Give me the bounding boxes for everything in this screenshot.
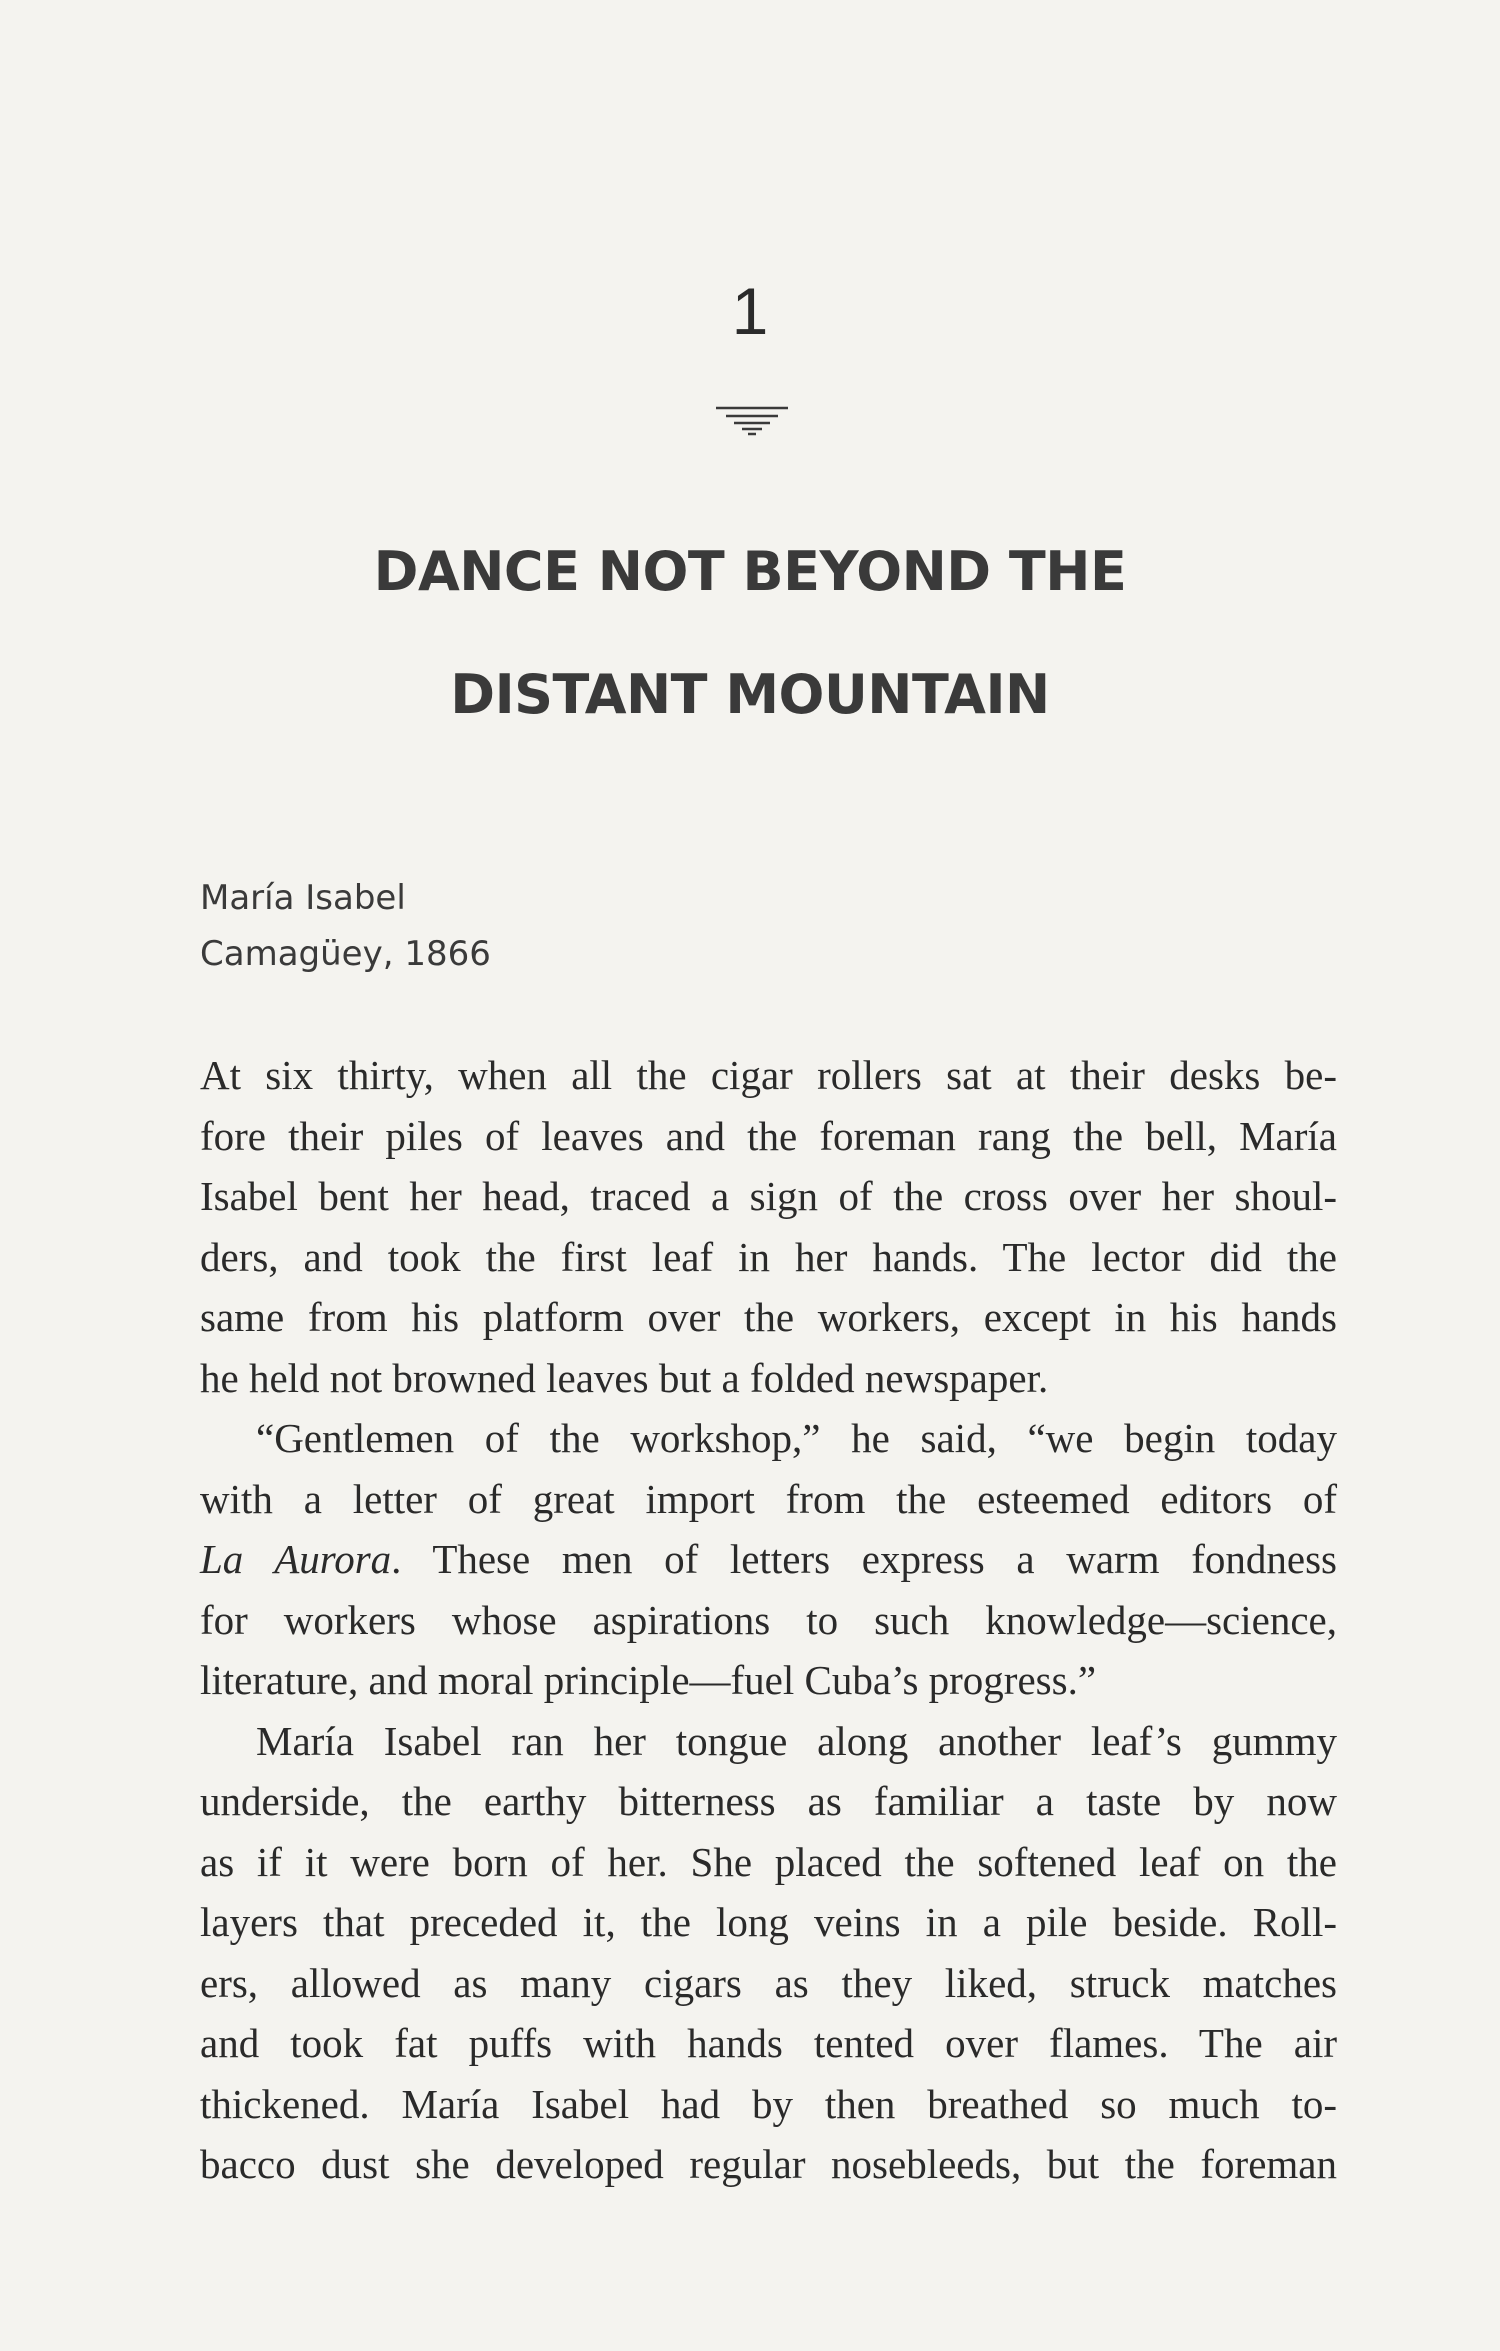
- text-line: ders, and took the first leaf in her hands. The lector did the: [200, 1233, 1337, 1280]
- text-line: [200, 1529, 1337, 1590]
- text-line: for workers whose aspirations to such knowledge—science,: [200, 1596, 1337, 1643]
- newspaper-title: La Aurora: [200, 1536, 392, 1582]
- text-line: underside, the earthy bitterness as familiar a taste by now: [200, 1778, 1337, 1824]
- text-line: fore their piles of leaves and the foreman rang the bell, María: [200, 1112, 1337, 1159]
- text-line: At six thirty, when all the cigar rollers sat at their desks be-: [200, 1052, 1337, 1098]
- text-line: ers, allowed as many cigars as they liked, struck matches: [200, 1959, 1337, 2006]
- text-line: “Gentlemen of the workshop,” he said, “we begin today: [256, 1415, 1337, 1461]
- text-line: literature, and moral principle—fuel Cuba’s progress.”: [200, 1657, 1097, 1703]
- text-line: as if it were born of her. She placed the softened leaf on the: [200, 1838, 1337, 1885]
- text-line: same from his platform over the workers, except in his hands: [200, 1294, 1337, 1340]
- chapter-title-line-2: DISTANT MOUNTAIN: [450, 663, 1050, 726]
- text-line: Isabel bent her head, traced a sign of the cross over her shoul-: [200, 1173, 1337, 1219]
- text-line: with a letter of great import from the esteemed editors of: [200, 1475, 1337, 1522]
- text-line: and took fat puffs with hands tented over flames. The air: [200, 2020, 1337, 2066]
- byline-name: María Isabel: [200, 878, 406, 918]
- body-text: [200, 1045, 1337, 2195]
- text-line: thickened. María Isabel had by then breathed so much to-: [200, 2080, 1337, 2127]
- byline-place-date: Camagüey, 1866: [200, 934, 491, 974]
- byline: [200, 870, 491, 982]
- chapter-title-line-1: DANCE NOT BEYOND THE: [373, 540, 1127, 603]
- text-line-rest: . These men of letters express a warm fondness: [391, 1536, 1337, 1582]
- chapter-title: [0, 540, 1500, 791]
- chapter-ornament-icon: [712, 398, 792, 448]
- text-line: bacco dust she developed regular nosebleeds, but the foreman: [200, 2141, 1337, 2187]
- text-line: María Isabel ran her tongue along another leaf’s gummy: [256, 1717, 1337, 1764]
- text-line: layers that preceded it, the long veins in a pile beside. Roll-: [200, 1899, 1337, 1945]
- text-line: he held not browned leaves but a folded newspaper.: [200, 1354, 1049, 1401]
- chapter-number: 1: [731, 274, 769, 348]
